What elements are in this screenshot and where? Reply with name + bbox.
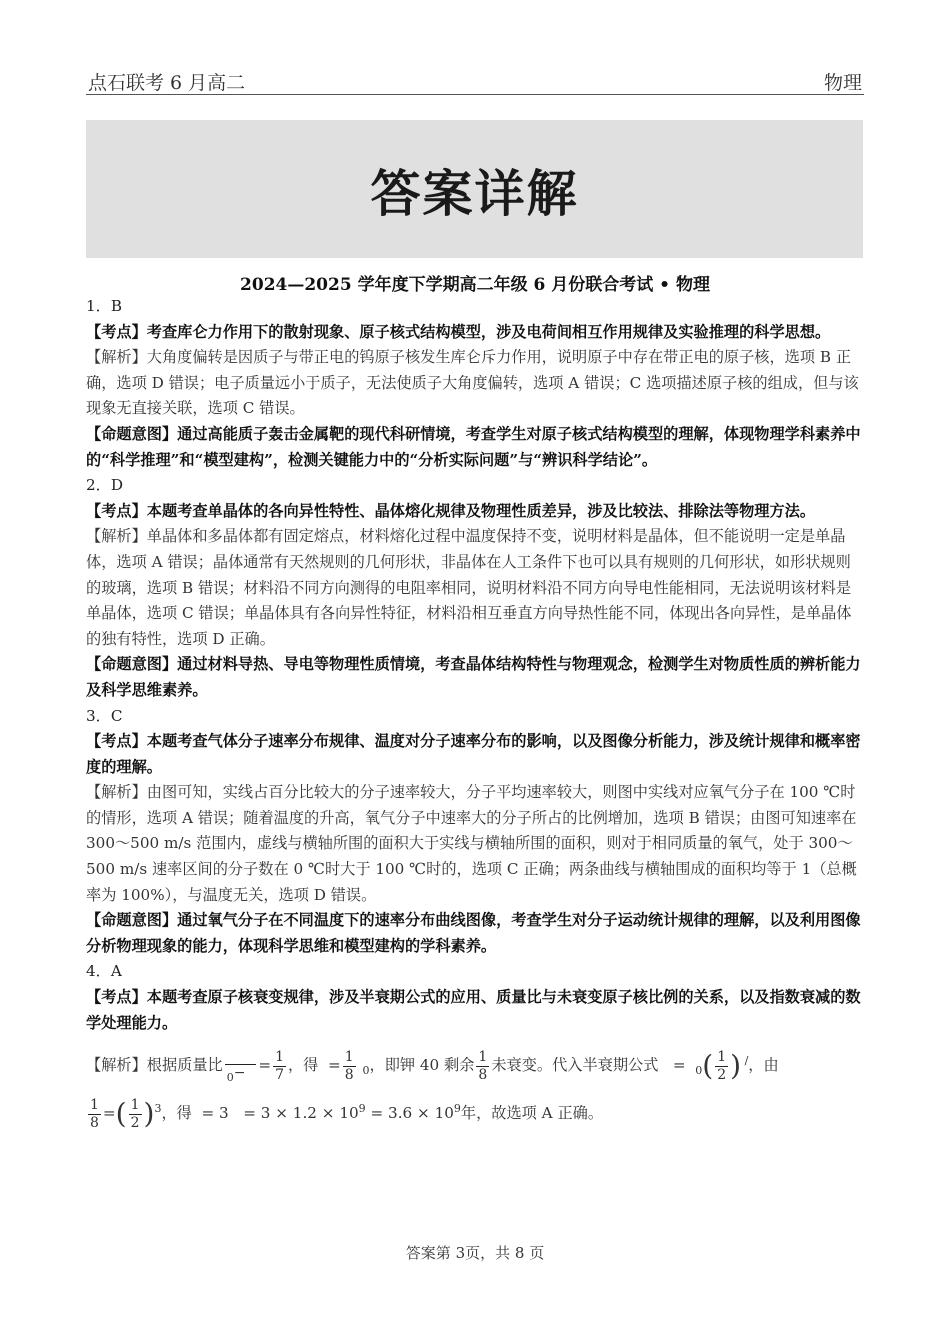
q3-yitu: 【命题意图】通过氧气分子在不同温度下的速率分布曲线图像，考查学生对分子运动统计规律的理解，以及利用图像分析物理现象的能力，体现科学思维和模型建构的学科素养。 xyxy=(86,911,861,955)
eq-lhs-eighth: $\frac{1}{8}$ xyxy=(90,1096,99,1131)
header-subject: 物理 xyxy=(823,72,862,94)
q1-jiexi: 【解析】大角度偏转是因质子与带正电的钨原子核发生库仑斥力作用，说明原子中存在带正电的原子核，选项 B 正确，选项 D 错误；电子质量远小于质子，无法使质子大角度偏转，选项 A 错误；C 选项描述原子核的组成，但与该现象无直接关联，选项 C 错误。 xyxy=(86,348,859,418)
eq-one-seventh: $\frac{1}{7}$ xyxy=(275,1048,284,1083)
q2-kaodian: 【考点】本题考查单晶体的各向异性特性、晶体熔化规律及物理性质差异，涉及比较法、排除法等物理方法。 xyxy=(86,501,815,520)
q4-kaodian: 【考点】本题考查原子核衰变规律，涉及半衰期公式的应用、质量比与未衰变原子核比例的关系，以及指数衰减的数学处理能力。 xyxy=(86,988,861,1032)
exam-subtitle: 2024—2025 学年度下学期高二年级 6 月份联合考试 • 物理 xyxy=(240,275,710,295)
eq-mass-ratio-lhs: $_0$− xyxy=(225,1047,257,1086)
q2-yitu: 【命题意图】通过材料导热、导电等物理性质情境，考查晶体结构特性与物理观念，检测学生对物质性质的辨析能力及科学思维素养。 xyxy=(86,655,861,699)
eq-remaining-eighth: $\frac{1}{8}$ xyxy=(478,1048,488,1083)
q2-jiexi: 【解析】单晶体和多晶体都有固定熔点，材料熔化过程中温度保持不变，说明材料是晶体，但不能说明一定是单晶体，选项 A 错误；晶体通常有天然规则的几何形状，非晶体在人工条件下也可以具有规则的几何形状，如形状规则的玻璃，选项 B 错误；材料沿不同方向测得的电阻率相同，说明材料沿不同方向导电性能相同，无法说明该材料是单晶体，选项 C 错误；单晶体具有各向异性特征，材料沿相互垂直方向导热性能不同，体现出各向异性，是单晶体的独有特性，选项 D 正确。 xyxy=(86,527,852,648)
eq-half: $\frac{1}{2}$ xyxy=(717,1048,727,1083)
title-banner xyxy=(86,120,863,258)
page-footer: 答案第 3页，共 8 页 xyxy=(405,1244,545,1262)
banner-title: 答案详解 xyxy=(370,164,579,223)
q1-yitu: 【命题意图】通过高能质子轰击金属靶的现代科研情境，考查学生对原子核式结构模型的理解，体现物理学科素养中的“科学推理”和“模型建构”，检测关键能力中的“分析实际问题”与“辨识科学结论”。 xyxy=(86,424,861,469)
page-header xyxy=(86,66,864,95)
q1-kaodian: 【考点】考查库仑力作用下的散射现象、原子核式结构模型，涉及电荷间相互作用规律及实验推理的科学思想。 xyxy=(86,322,831,341)
q4-jiexi: 【解析】根据质量比 $_0$− = $\frac{1}{7}$ ，得 = $\frac{1}{8}$ $_0$，即钾 40 剩余 $\frac{1}{8}$ 未衰变。代入半衰期公式 = $_0$( $\frac{1}{2}$ ) /，由 xyxy=(86,1048,779,1084)
q2-answer: 2．D xyxy=(86,476,124,495)
header-exam-name: 点石联考 6 月高二 xyxy=(88,72,246,94)
q3-answer: 3．C xyxy=(86,706,123,725)
q4-jiexi-cont: $\frac{1}{8}$ =( $\frac{1}{2}$ )$^3$，得 = $3 = 3 \times 1.2 \times 10^9 = 3.6 \times 10^9$年，故选项 A 正确。 xyxy=(90,1096,604,1131)
eq-half-cubed: $\frac{1}{2}$ xyxy=(130,1096,140,1131)
answer-content xyxy=(86,294,864,1132)
q4-answer: 4．A xyxy=(86,962,122,981)
q3-kaodian: 【考点】本题考查气体分子速率分布规律、温度对分子速率分布的影响，以及图像分析能力，涉及统计规律和概率密度的理解。 xyxy=(86,732,861,776)
eq-one-eighth: $\frac{1}{8}$ xyxy=(344,1048,354,1083)
q1-answer: 1．B xyxy=(86,297,123,315)
q3-jiexi: 【解析】由图可知，实线占百分比较大的分子速率较大，分子平均速率较大，则图中实线对应氧气分子在 100 ℃时的情形，选项 A 错误；随着温度的升高，氧气分子中速率大的分子所占的比例增加，选项 B 错误；由图可知速率在 300～500 m/s 范围内，虚线与横轴所围的面积大于实线与横轴所围的面积，则对于相同质量的氧气，处于 300～500 m/s 速率区间的分子数在 0 ℃时大于 100 ℃时的，选项 C 正确；两条曲线与横轴围成的面积均等于 1（总概率为 100%），与温度无关，选项 D 错误。 xyxy=(86,783,857,904)
